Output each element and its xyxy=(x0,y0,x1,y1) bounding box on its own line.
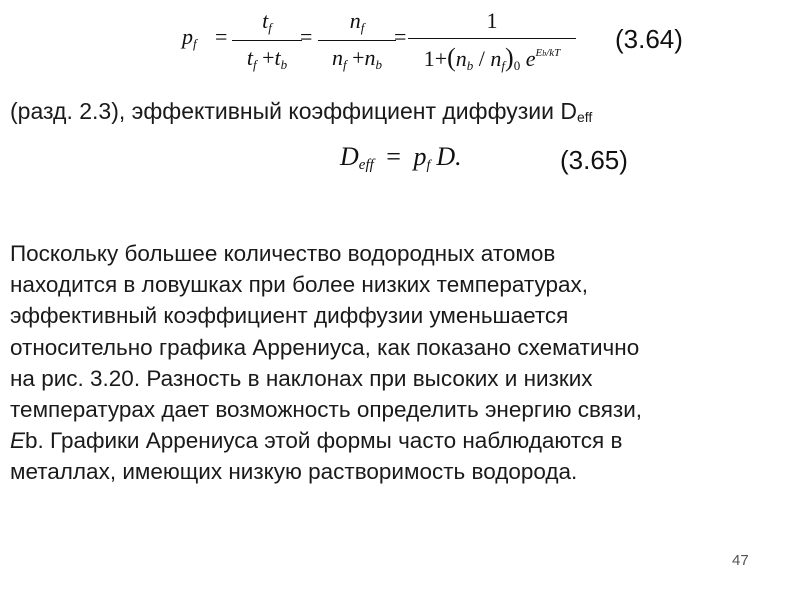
frac2-den-a-sub: f xyxy=(342,57,347,72)
eq365-equals: = xyxy=(386,142,401,171)
paragraph-line: на рис. 3.20. Разность в наклонах при высоких и низких xyxy=(10,365,593,391)
frac3-den-nb-sub: b xyxy=(466,58,474,73)
eq364-equals-1: = xyxy=(215,24,228,49)
frac2-num-var: n xyxy=(349,8,361,33)
paragraph-line-eb xyxy=(10,425,790,456)
frac1-numerator xyxy=(232,8,302,36)
frac3-den-nb: n xyxy=(455,46,467,71)
frac1-num-var: t xyxy=(262,8,269,33)
frac1-den-a: t xyxy=(246,45,253,70)
paragraph-line: температурах дает возможность определить энергию связи, xyxy=(10,397,643,423)
frac1-den-op: + xyxy=(262,45,275,70)
eb-rest: b. Графики Аррениуса этой формы часто наблюдаются в xyxy=(25,428,623,454)
frac3-exponent xyxy=(535,47,560,59)
eq364-lhs-sub: f xyxy=(193,36,197,51)
intro-line-text: (разд. 2.3), эффективный коэффициент диффузии D xyxy=(10,98,577,124)
frac3-numerator: 1 xyxy=(486,8,498,33)
eq365-lhs: D xyxy=(340,142,359,171)
eq365-expression xyxy=(340,142,462,174)
frac2-den-a: n xyxy=(331,45,343,70)
frac2-den-b: n xyxy=(364,45,376,70)
frac3-den-nf-sub: f xyxy=(501,58,506,73)
frac3-bar xyxy=(408,38,576,39)
frac3-den-nf: n xyxy=(490,46,502,71)
frac3-den-one: 1+ xyxy=(423,46,448,71)
eq365-lhs-sub: eff xyxy=(358,157,374,173)
frac1-num-sub: f xyxy=(268,20,272,35)
equation-number-3-65: (3.65) xyxy=(560,145,628,175)
frac1-denominator xyxy=(232,45,302,73)
frac3-denominator: $1+(n_b / n_f)_0$ $e^{Eb/kT}$ xyxy=(423,43,561,73)
frac3-exp-rest: /kT xyxy=(546,47,561,59)
eq364-lhs xyxy=(182,24,197,52)
frac2-denominator xyxy=(318,45,396,73)
paragraph-line: металлах, имеющих низкую растворимость водорода. xyxy=(10,459,578,485)
frac3-exp-E: E xyxy=(535,47,543,59)
frac2-den-b-sub: b xyxy=(375,57,383,72)
frac2-den-op: + xyxy=(352,45,365,70)
frac2-bar xyxy=(318,40,396,41)
paragraph-line: находится в ловушках при более низких температурах, xyxy=(10,272,589,298)
frac3-exp-sub: b xyxy=(542,49,547,58)
frac3-den-e: e xyxy=(525,46,536,71)
eq365-p: p xyxy=(413,142,427,171)
frac1-den-a-sub: f xyxy=(252,57,257,72)
frac2-numerator xyxy=(318,8,396,36)
eb-E: E xyxy=(10,428,26,454)
eq365-p-sub: f xyxy=(426,158,431,173)
body-paragraph xyxy=(10,238,790,488)
intro-line-sub: eff xyxy=(576,109,593,125)
frac2-num-sub: f xyxy=(360,20,365,35)
eq364-equals-3: = xyxy=(394,24,407,49)
page-number: 47 xyxy=(732,552,749,569)
intro-line xyxy=(10,98,592,125)
eq364-fraction-3 xyxy=(408,8,576,74)
frac3-den-slash: / xyxy=(478,46,485,71)
paragraph-line: эффективный коэффициент диффузии уменьшается xyxy=(10,303,569,329)
frac3-den-zero: 0 xyxy=(513,58,521,73)
eq364-fraction-2 xyxy=(318,8,396,73)
paragraph-line: относительно графика Аррениуса, как показано схематично xyxy=(10,334,640,360)
equation-number-3-64: (3.64) xyxy=(615,24,683,54)
eq364-equals-2: = xyxy=(300,24,313,49)
frac1-den-b: t xyxy=(274,45,281,70)
eq364-fraction-1 xyxy=(232,8,302,73)
frac1-den-b-sub: b xyxy=(280,57,288,72)
paragraph-line: Поскольку большее количество водородных атомов xyxy=(10,241,556,266)
eq364-lhs-var: p xyxy=(182,24,193,49)
frac1-bar xyxy=(232,40,302,41)
eq365-D: D. xyxy=(436,142,462,171)
